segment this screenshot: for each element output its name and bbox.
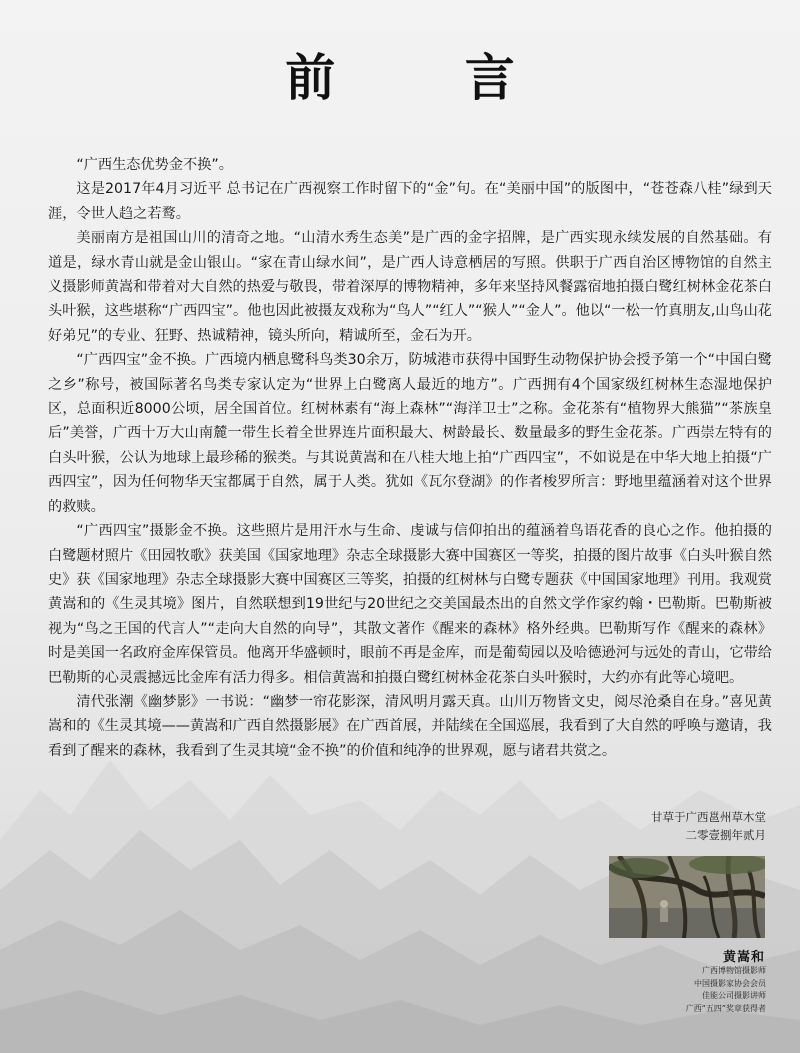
preface-body (48, 153, 772, 763)
signature-date: 二零壹捌年贰月 (685, 828, 766, 842)
paragraph: 这是2017年4月习近平 总书记在广西视察工作时留下的“金”句。在“美丽中国”的版图中，“苍苍森八桂”绿到天涯，令世人趋之若鹜。 (48, 181, 772, 222)
paragraph: “广西生态优势金不换”。 (76, 157, 233, 173)
signature-line: 甘草于广西邕州草木堂 (651, 810, 766, 824)
paragraph: 清代张潮《幽梦影》一书说：“幽梦一帘花影深，清风明月露天真。山川万物皆文史，阅尽沧桑自在身。”喜见黄嵩和的《生灵其境——黄嵩和广西自然摄影展》在广西首展，并陆续在全国巡展，我看到了大自然的呼唤与邀请，我看到了醒来的森林，我看到了生灵其境“金不换”的价值和纯净的世界观，愿与诸君共赏之。 (48, 693, 772, 759)
author-photo (609, 856, 765, 938)
credit-line: 广西博物馆摄影师 (702, 966, 766, 975)
credit-line: 佳能公司摄影讲师 (702, 991, 766, 1000)
signature-block (560, 808, 766, 844)
paragraph: 美丽南方是祖国山川的清奇之地。“山清水秀生态美”是广西的金字招牌，是广西实现永续发展的自然基础。有道是，绿水青山就是金山银山。“家在青山绿水间”，是广西人诗意栖居的写照。供职于广西自治区博物馆的自然主义摄影师黄嵩和带着对大自然的热爱与敬畏，带着深厚的博物精神，多年来坚持风餐露宿地拍摄白鹭红树林金花茶白头叶猴，这些堪称“广西四宝”。他也因此被摄友戏称为“鸟人”“红人”“猴人”“金人”。他以“一松一竹真朋友,山鸟山花好弟兄”的专业、狂野、热诚精神，镜头所向，精诚所至，金石为开。 (48, 230, 772, 344)
credit-line: 广西“五四”奖章获得者 (685, 1003, 766, 1013)
paragraph: “广西四宝”金不换。广西境内栖息鹭科鸟类30余万，防城港市获得中国野生动物保护协会授予第一个“中国白鹭之乡”称号，被国际著名鸟类专家认定为“世界上白鹭离人最近的地方”。广西拥有4个国家级红树林生态湿地保护区，总面积近8000公顷，居全国首位。红树林素有“海上森林”“海洋卫士”之称。金花茶有“植物界大熊猫”“茶族皇后”美誉，广西十万大山南麓一带生长着全世界连片面积最大、树龄最长、数量最多的野生金花茶。广西崇左特有的白头叶猴，公认为地球上最珍稀的猴类。与其说黄嵩和在八桂大地上拍“广西四宝”，不如说是在中华大地上拍摄“广西四宝”，因为任何物华天宝都属于自然，属于人类。犹如《瓦尔登湖》的作者梭罗所言：野地里蕴涵着对这个世界的救赎。 (48, 352, 772, 515)
author-name: 黄嵩和 (722, 950, 765, 965)
page-title: 前 言 (285, 48, 571, 107)
paragraph: “广西四宝”摄影金不换。这些照片是用汗水与生命、虔诚与信仰拍出的蕴涵着鸟语花香的良心之作。他拍摄的白鹭题材照片《田园牧歌》获美国《国家地理》杂志全球摄影大赛中国赛区一等奖，拍摄的图片故事《白头叶猴自然史》获《国家地理》杂志全球摄影大赛中国赛区三等奖，拍摄的红树林与白鹭专题获《中国国家地理》刊用。我观赏黄嵩和的《生灵其境》图片，自然联想到19世纪与20世纪之交美国最杰出的自然文学作家约翰・巴勒斯。巴勒斯被视为“鸟之王国的代言人”“走向大自然的向导”，其散文著作《醒来的森林》格外经典。巴勒斯写作《醒来的森林》时是美国一名政府金库保管员。他离开华盛顿时，眼前不再是金库，而是葡萄园以及哈德逊河与远处的青山，它带给巴勒斯的心灵震撼远比金库有活力得多。相信黄嵩和拍摄白鹭红树林金花茶白头叶猴时，大约亦有此等心境吧。 (48, 523, 772, 686)
credit-line: 中国摄影家协会会员 (694, 978, 766, 988)
author-credits (560, 965, 766, 1015)
